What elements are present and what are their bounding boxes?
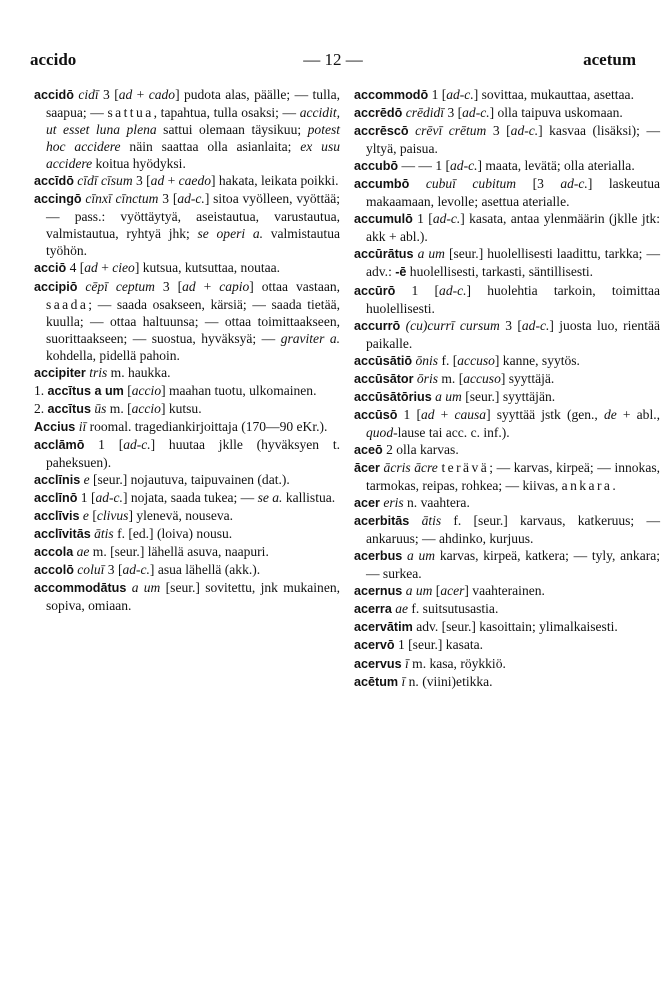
definition-text: +: [195, 278, 220, 294]
dictionary-entry: [354, 370, 660, 388]
italic-text: ātis: [421, 513, 442, 529]
definition-text: m. haukka.: [107, 364, 171, 380]
headword: accipiō: [34, 279, 78, 294]
italic-text: graviter a.: [280, 330, 340, 346]
italic-text: ad-c.: [446, 87, 474, 102]
headword: accumbō: [354, 177, 410, 192]
italic-text: se a.: [257, 490, 283, 506]
definition-text: 1 [: [84, 436, 124, 452]
definition-text: ; — saada osakseen, kärsiä; — saada tietää, kuulla; — ottaa haltuunsa; — ottaa toimittaakseen, suorittaakseen; — suostua, hyväksyä; —: [46, 296, 340, 346]
dictionary-entry: [354, 673, 660, 691]
dictionary-entry: [34, 525, 340, 543]
italic-text: ad-c.: [123, 436, 151, 452]
italic-text: cīdī cīsum: [77, 173, 133, 189]
definition-text: ] syyttää jstk (gen.,: [486, 406, 604, 422]
italic-text: ad: [84, 260, 98, 276]
bold-suffix: -ē: [395, 265, 407, 280]
definition-text: m. [: [438, 370, 464, 386]
italic-text: e: [83, 472, 90, 488]
headword: acervus: [354, 656, 402, 671]
italic-text: accidit, ut esset luna plena: [46, 105, 340, 138]
headword: accipiter: [34, 365, 86, 380]
definition-text: ] kasata, antaa ylenmäärin (jklle jtk: akk + abl.).: [366, 211, 661, 245]
headword: accommodō: [354, 88, 429, 102]
italic-text: cubuī cubitum: [425, 176, 517, 192]
definition-text: adv. [seur.] kasoittain; ylimalkaisesti.: [412, 619, 618, 635]
italic-text: eris: [383, 495, 404, 511]
headword: accidō: [34, 88, 74, 102]
definition-text: [seur.] nojautuva, taipuvainen (dat.).: [89, 472, 290, 488]
headword: acclīvis: [34, 509, 80, 524]
italic-text: cīnxī cīnctum: [85, 191, 159, 207]
definition-text: ] kutsu.: [160, 400, 202, 416]
italic-text: potest hoc accidere: [46, 122, 341, 155]
headword: acerra: [354, 602, 392, 617]
definition-text: sattui olemaan täysikuu;: [156, 122, 308, 138]
dictionary-entry: [354, 210, 660, 245]
italic-text: causa: [454, 406, 487, 422]
headword: accūsō: [354, 407, 398, 422]
dictionary-entry: [34, 561, 340, 579]
dictionary-entry: [354, 86, 660, 104]
definition-text: ] nojata, saada tukea; —: [122, 490, 258, 506]
italic-text: ad: [420, 406, 435, 422]
italic-text: ad-c.: [95, 490, 123, 506]
dictionary-entry: [354, 282, 660, 317]
headword: accumulō: [354, 212, 413, 227]
dictionary-entry: [34, 382, 340, 400]
italic-text: a um: [417, 246, 445, 262]
dictionary-entry: [34, 543, 340, 561]
dictionary-entry: [354, 600, 660, 618]
italic-text: ad-c.: [450, 158, 478, 174]
header-first-word: accido: [30, 50, 77, 69]
definition-text: ] sovittaa, mukauttaa, asettaa.: [473, 87, 634, 102]
italic-text: se operi a.: [197, 226, 264, 242]
italic-text: ad: [182, 278, 196, 294]
dictionary-entry: [354, 352, 660, 370]
dictionary-entry: [34, 190, 340, 259]
dictionary-entry: [34, 418, 340, 436]
headword: acclāmō: [34, 437, 85, 452]
italic-text: cēpī ceptum: [85, 278, 155, 294]
definition-text: näin saattaa olla asianlaita;: [120, 139, 301, 155]
italic-text: a um: [405, 583, 433, 599]
definition-text: 1 [: [77, 490, 96, 506]
definition-text: [seur.] huolellisesti laadittu, tarkka; — adv.:: [366, 246, 661, 280]
definition-text: ] kanne, syytös.: [494, 352, 580, 368]
italic-text: a um: [407, 548, 436, 564]
italic-text: tris: [89, 364, 108, 380]
italic-text: iī: [78, 418, 87, 434]
definition-text: ] syyttäjä.: [500, 370, 555, 386]
italic-text: e: [82, 508, 89, 524]
spaced-emphasis: saada: [46, 296, 89, 312]
dictionary-entry: [34, 507, 340, 525]
definition-text: koitua hyödyksi.: [92, 156, 186, 172]
dictionary-entry: [354, 655, 660, 673]
italic-text: accio: [131, 382, 162, 398]
headword: accommodātus: [34, 581, 127, 596]
definition-text: + abl.,: [616, 406, 660, 422]
headword: aceō: [354, 442, 383, 457]
definition-text: ] huolehtia tarkoin, toimittaa huolellisesti.: [366, 282, 661, 316]
definition-text: m. kasa, röykkiö.: [408, 655, 506, 671]
italic-text: cieo: [112, 260, 135, 276]
headword: accubō: [354, 159, 399, 174]
entry-number: 1.: [34, 382, 48, 398]
headword: accurrō: [354, 318, 401, 333]
italic-text: accuso: [463, 370, 501, 386]
italic-text: ad-c.: [439, 282, 467, 298]
italic-text: ad-c.: [560, 176, 588, 192]
dictionary-entry: [354, 459, 660, 494]
headword: acerbitās: [354, 514, 410, 529]
definition-text: [: [88, 508, 97, 524]
italic-text: ae: [395, 601, 409, 617]
italic-text: caedo: [178, 173, 211, 189]
dictionary-entry: [34, 579, 340, 614]
headword: accrēdō: [354, 106, 403, 121]
italic-text: ācris ācre: [383, 459, 438, 475]
definition-text: roomal. tragediankirjoittaja (170—90 eKr.).: [86, 418, 328, 434]
definition-text: f. [: [438, 352, 458, 368]
definition-text: f. [ed.] (loiva) nousu.: [113, 526, 233, 542]
definition-text: ] asua lähellä (akk.).: [149, 562, 261, 578]
headword: accūsātor: [354, 371, 414, 386]
italic-text: ad-c.: [510, 123, 539, 139]
dictionary-entry: [34, 436, 340, 471]
headword: acclīvitās: [34, 527, 91, 542]
italic-text: ad-c.: [521, 317, 550, 333]
italic-text: acer: [440, 583, 465, 599]
definition-text: ] kasvaa (lisäksi); — yltyä, paisua.: [366, 123, 660, 157]
italic-text: crēdidī: [405, 105, 445, 121]
definition-text: ] laskeutua makaamaan, levolle; asettua aterialle.: [366, 176, 660, 210]
left-column: [34, 86, 340, 614]
italic-text: ī: [401, 673, 406, 689]
italic-text: a um: [435, 388, 462, 404]
spaced-emphasis: sattua: [107, 105, 154, 121]
definition-text: 2 olla karvas.: [382, 441, 459, 457]
definition-text: 3 [: [98, 87, 119, 102]
definition-text: [: [123, 382, 132, 398]
definition-text: kallistua.: [282, 490, 336, 506]
definition-text: ] juosta luo, rientää paikalle.: [366, 317, 660, 351]
italic-text: accuso: [457, 352, 495, 368]
italic-text: de: [603, 406, 617, 422]
definition-text: 1 [: [412, 211, 433, 227]
definition-text: [: [432, 583, 441, 599]
page-header: [30, 44, 636, 74]
definition-text: +: [434, 406, 455, 422]
definition-text: +: [97, 260, 113, 276]
headword: acervō: [354, 638, 395, 653]
headword: accingō: [34, 192, 82, 207]
headword: accīdō: [34, 174, 74, 189]
dictionary-entry: [354, 636, 660, 654]
definition-text: , tapahtua, tulla osaksi; —: [153, 105, 300, 121]
headword: accītus a um: [47, 383, 124, 398]
italic-text: (cu)currī cursum: [405, 317, 500, 333]
definition-text: ] maahan tuotu, ulkomainen.: [161, 382, 317, 398]
spaced-emphasis: terävä: [441, 459, 490, 475]
italic-text: ad: [118, 87, 133, 102]
definition-text: [3: [516, 176, 561, 192]
definition-text: ] olla taipuva uskomaan.: [489, 105, 623, 121]
dictionary-entry: [354, 512, 660, 547]
headword: accūrō: [354, 283, 396, 298]
definition-text: 3 [: [444, 105, 463, 121]
dictionary-entry: [354, 122, 660, 157]
italic-text: ī: [405, 655, 409, 671]
headword: accūrātus: [354, 247, 414, 262]
dictionary-entry: [34, 400, 340, 418]
italic-text: accio: [131, 400, 161, 416]
headword: accrēscō: [354, 124, 409, 139]
italic-text: ex usu accidere: [46, 139, 341, 172]
definition-text: ] ottaa vastaan,: [249, 278, 341, 294]
definition-text: ] kutsua, kutsuttaa, noutaa.: [134, 260, 281, 276]
definition-text: 3 [: [158, 191, 178, 207]
headword: acervātim: [354, 620, 413, 635]
dictionary-entry: [34, 489, 340, 507]
headword: accola: [34, 545, 74, 560]
headword: accūsātōrius: [354, 389, 432, 404]
italic-text: ad-c.: [122, 562, 150, 578]
definition-text: kohdella, pidellä pahoin.: [46, 347, 180, 363]
definition-text: [409, 176, 426, 191]
definition-text: 1 [: [428, 87, 447, 102]
dictionary-entry: [354, 494, 660, 512]
dictionary-entry: [354, 175, 660, 210]
definition-text: huolellisesti, tarkasti, säntillisesti.: [406, 264, 594, 280]
italic-text: coluī: [77, 562, 105, 578]
definition-text: 3 [: [486, 123, 511, 139]
italic-text: cado: [148, 87, 176, 102]
definition-text: ] vaahterainen.: [464, 583, 545, 599]
definition-text: karvas, kirpeä, katkera; — tyly, ankara; — surkea.: [366, 548, 660, 582]
definition-text: 4 [: [66, 260, 85, 276]
dictionary-entry: [34, 364, 340, 382]
definition-text: ] huutaa jklle (hyväksyen t. paheksuen).: [46, 436, 340, 470]
italic-text: ad-c.: [432, 211, 461, 227]
definition-text: 3 [: [104, 562, 123, 578]
definition-text: valmistautua työhön.: [46, 226, 340, 259]
right-column: [354, 86, 660, 691]
italic-text: ūs: [94, 400, 107, 416]
definition-text: ] pudota alas, päälle; — tulla, saapua; —: [46, 87, 340, 121]
headword: accolō: [34, 563, 74, 578]
italic-text: ae: [76, 544, 90, 560]
definition-text: +: [132, 87, 149, 102]
definition-text: 1 [seur.] kasata.: [394, 637, 484, 653]
italic-text: ad-c.: [462, 105, 490, 121]
definition-text: [seur.] syyttäjän.: [461, 388, 556, 404]
italic-text: ad-c.: [177, 191, 205, 207]
headword: acerbus: [354, 549, 403, 564]
definition-text: -lause tai acc. c. inf.).: [393, 424, 510, 440]
italic-text: ōnis: [415, 352, 439, 368]
dictionary-entry: [354, 618, 660, 636]
definition-text: ] ylenevä, nouseva.: [128, 508, 234, 524]
entry-number: 2.: [34, 400, 48, 416]
definition-text: ] maata, levätä; olla aterialla.: [477, 158, 635, 174]
headword: accītus: [47, 401, 91, 416]
headword: acclīnō: [34, 491, 78, 506]
dictionary-entry: [354, 388, 660, 406]
definition-text: ] sitoa vyölleen, vyöttää; — pass.: vyöttäytyä, aseistautua, varustautua, valmistautua, ryhtyä jhk;: [46, 191, 340, 242]
header-last-word: acetum: [583, 50, 636, 69]
italic-text: crēvī crētum: [415, 123, 487, 139]
definition-text: ] hakata, leikata poikki.: [211, 173, 339, 189]
dictionary-entry: [34, 471, 340, 489]
headword: Accius: [34, 419, 76, 434]
dictionary-entry: [34, 172, 340, 190]
definition-text: +: [164, 173, 179, 189]
definition-text: .: [612, 478, 616, 494]
dictionary-entry: [354, 104, 660, 122]
dictionary-entry: [354, 406, 660, 441]
headword: acētum: [354, 674, 399, 689]
italic-text: ad: [150, 173, 165, 189]
headword: acernus: [354, 584, 403, 599]
dictionary-entry: [34, 86, 340, 172]
definition-text: m. [seur.] lähellä asuva, naapuri.: [89, 544, 269, 560]
dictionary-entry: [354, 245, 660, 281]
dictionary-entry: [34, 278, 340, 364]
italic-text: capio: [219, 278, 250, 294]
definition-text: — — 1 [: [398, 158, 451, 174]
definition-text: ; — karvas, kirpeä; — innokas, tarmokas, reipas, rohkea; — kiivas,: [366, 459, 660, 494]
headword: accūsātiō: [354, 353, 413, 368]
italic-text: ātis: [94, 526, 114, 542]
spaced-emphasis: ankara: [561, 478, 613, 494]
definition-text: 3 [: [154, 278, 183, 294]
definition-text: 3 [: [499, 317, 522, 333]
definition-text: n. vaahtera.: [403, 495, 470, 511]
dictionary-entry: [354, 317, 660, 352]
page-number: — 12 —: [303, 50, 363, 69]
definition-text: f. suitsutusastia.: [408, 601, 499, 617]
italic-text: ōris: [416, 370, 438, 386]
dictionary-entry: [354, 441, 660, 459]
dictionary-entry: [354, 157, 660, 175]
definition-text: f. [seur.] karvaus, katkeruus; — ankaruus; — ahdinko, kurjuus.: [366, 513, 660, 547]
dictionary-entry: [354, 547, 660, 582]
italic-text: a um: [131, 580, 161, 596]
headword: acciō: [34, 261, 67, 276]
dictionary-entry: [354, 582, 660, 600]
italic-text: clivus: [96, 508, 129, 524]
definition-text: [409, 513, 421, 528]
dictionary-entry: [34, 259, 340, 277]
headword: acclīnis: [34, 473, 81, 488]
headword: acer: [354, 496, 380, 511]
headword: ācer: [354, 460, 380, 475]
definition-text: m. [: [106, 400, 132, 416]
italic-text: quod: [366, 424, 394, 440]
italic-text: cidī: [78, 87, 99, 102]
definition-text: 3 [: [132, 173, 151, 189]
definition-text: 1 [: [395, 282, 440, 298]
definition-text: n. (viini)etikka.: [405, 673, 493, 689]
definition-text: 1 [: [397, 406, 421, 422]
definition-text: [seur.] sovitettu, jnk mukainen, sopiva, omiaan.: [46, 580, 340, 614]
